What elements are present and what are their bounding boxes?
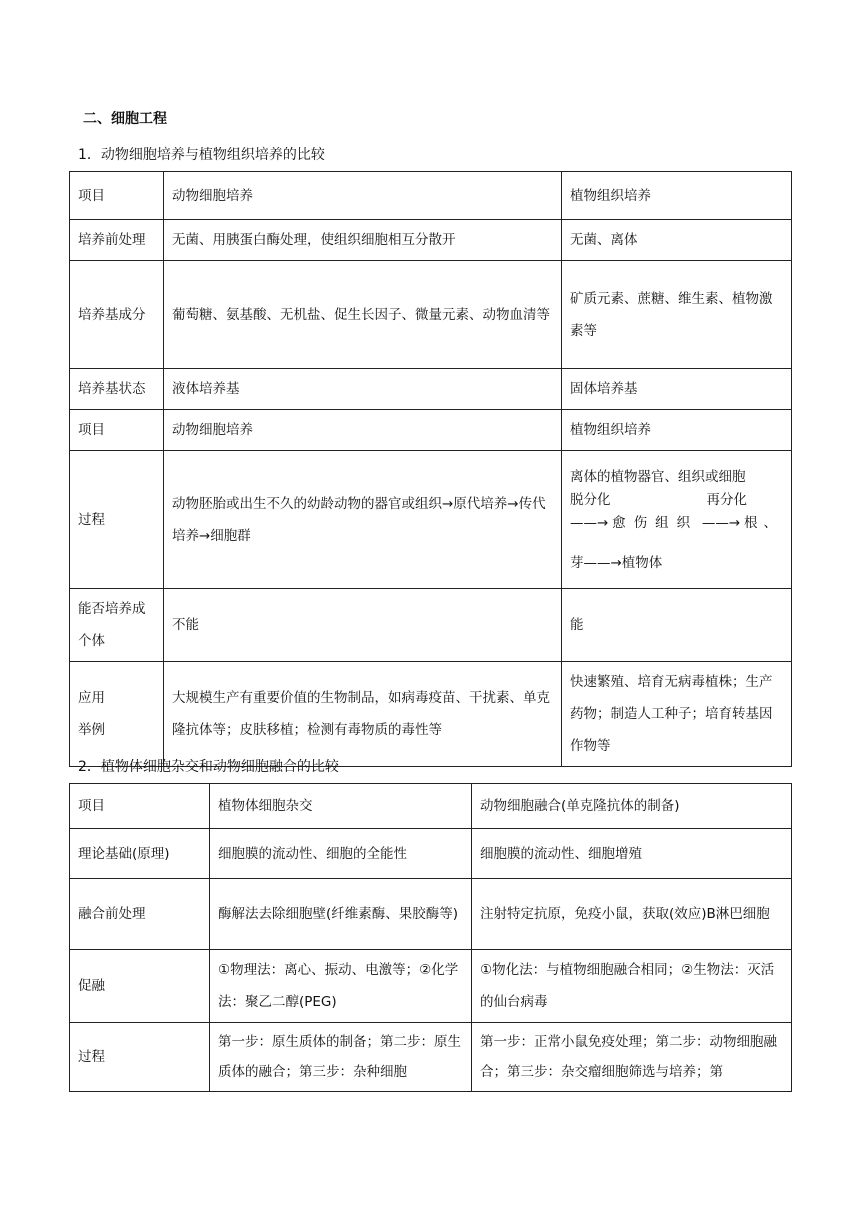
row-label: 项目 xyxy=(70,784,210,829)
table-row xyxy=(70,879,792,950)
plant-process-line1: 离体的植物器官、组织或细胞 xyxy=(570,468,746,485)
table-row xyxy=(70,220,792,261)
arrow-labels xyxy=(570,490,783,510)
animal-process: 动物胚胎或出生不久的幼龄动物的器官或组织→原代培养→传代培养→细胞群 xyxy=(164,451,562,589)
row-label: 培养前处理 xyxy=(70,220,164,261)
plant-cell: 酶解法去除细胞壁(纤维素酶、果胶酶等) xyxy=(210,879,472,950)
table1-caption: 1．动物细胞培养与植物组织培养的比较 xyxy=(78,147,325,163)
plant-cell: 细胞膜的流动性、细胞的全能性 xyxy=(210,829,472,879)
plant-cell: 第一步：原生质体的制备；第二步：原生质体的融合；第三步：杂种细胞 xyxy=(210,1023,472,1092)
row-label: 培养基成分 xyxy=(70,261,164,369)
plant-cell: 植物组织培养 xyxy=(562,172,792,220)
row-label: 培养基状态 xyxy=(70,369,164,410)
application-label-1: 应用 xyxy=(78,690,105,706)
table-row xyxy=(70,589,792,662)
dedifferentiation-label: 脱分化 xyxy=(570,491,611,508)
row-label xyxy=(70,662,164,767)
animal-cell: 动物细胞培养 xyxy=(164,410,562,451)
plant-cell: 固体培养基 xyxy=(562,369,792,410)
comparison-table-culture xyxy=(69,171,792,767)
redifferentiation-label: 再分化 xyxy=(706,491,747,508)
table-row-application xyxy=(70,662,792,767)
row-label: 项目 xyxy=(70,172,164,220)
arrow-icon: ——→ xyxy=(701,514,741,531)
table-row xyxy=(70,369,792,410)
animal-cell: 动物细胞融合(单克隆抗体的制备) xyxy=(472,784,792,829)
plant-process xyxy=(562,451,792,589)
animal-cell: 不能 xyxy=(164,589,562,662)
callus-label: 愈伤组织 xyxy=(612,514,699,531)
animal-cell: ①物化法：与植物细胞融合相同；②生物法：灭活的仙台病毒 xyxy=(472,950,792,1023)
animal-cell: 动物细胞培养 xyxy=(164,172,562,220)
arrow-icon: ——→ xyxy=(570,514,609,531)
plant-process-line3: 芽——→植物体 xyxy=(570,554,663,571)
table2-caption: 2．植物体细胞杂交和动物细胞融合的比较 xyxy=(78,759,339,775)
animal-application: 大规模生产有重要价值的生物制品，如病毒疫苗、干扰素、单克隆抗体等；皮肤移植；检测有毒物质的毒性等 xyxy=(164,662,562,767)
plant-cell: 植物组织培养 xyxy=(562,410,792,451)
row-label: 融合前处理 xyxy=(70,879,210,950)
row-label: 项目 xyxy=(70,410,164,451)
table-row-process xyxy=(70,451,792,589)
plant-cell: ①物理法：离心、振动、电激等；②化学法：聚乙二醇(PEG) xyxy=(210,950,472,1023)
process-flow xyxy=(570,510,783,536)
animal-cell: 注射特定抗原，免疫小鼠，获取(效应)B淋巴细胞 xyxy=(472,879,792,950)
row-label: 过程 xyxy=(70,1023,210,1092)
row-label: 过程 xyxy=(70,451,164,589)
animal-cell: 细胞膜的流动性、细胞增殖 xyxy=(472,829,792,879)
table-row xyxy=(70,410,792,451)
table-row xyxy=(70,950,792,1023)
plant-cell: 植物体细胞杂交 xyxy=(210,784,472,829)
comparison-table-fusion xyxy=(69,783,792,1092)
animal-cell: 液体培养基 xyxy=(164,369,562,410)
row-label: 理论基础(原理) xyxy=(70,829,210,879)
row-label: 能否培养成个体 xyxy=(70,589,164,662)
plant-application: 快速繁殖、培育无病毒植株；生产药物；制造人工种子；培育转基因作物等 xyxy=(562,662,792,767)
section-title: 二、细胞工程 xyxy=(83,111,167,127)
table-row xyxy=(70,784,792,829)
table-row xyxy=(70,172,792,220)
table-row xyxy=(70,1023,792,1092)
animal-cell: 葡萄糖、氨基酸、无机盐、促生长因子、微量元素、动物血清等 xyxy=(164,261,562,369)
plant-cell: 无菌、离体 xyxy=(562,220,792,261)
animal-cell: 无菌、用胰蛋白酶处理，使组织细胞相互分散开 xyxy=(164,220,562,261)
plant-cell: 能 xyxy=(562,589,792,662)
plant-cell: 矿质元素、蔗糖、维生素、植物激素等 xyxy=(562,261,792,369)
table-row xyxy=(70,261,792,369)
application-label-2: 举例 xyxy=(78,722,105,738)
root-label: 根、 xyxy=(743,514,783,531)
table-row xyxy=(70,829,792,879)
row-label: 促融 xyxy=(70,950,210,1023)
animal-cell: 第一步：正常小鼠免疫处理；第二步：动物细胞融合；第三步：杂交瘤细胞筛选与培养；第 xyxy=(472,1023,792,1092)
